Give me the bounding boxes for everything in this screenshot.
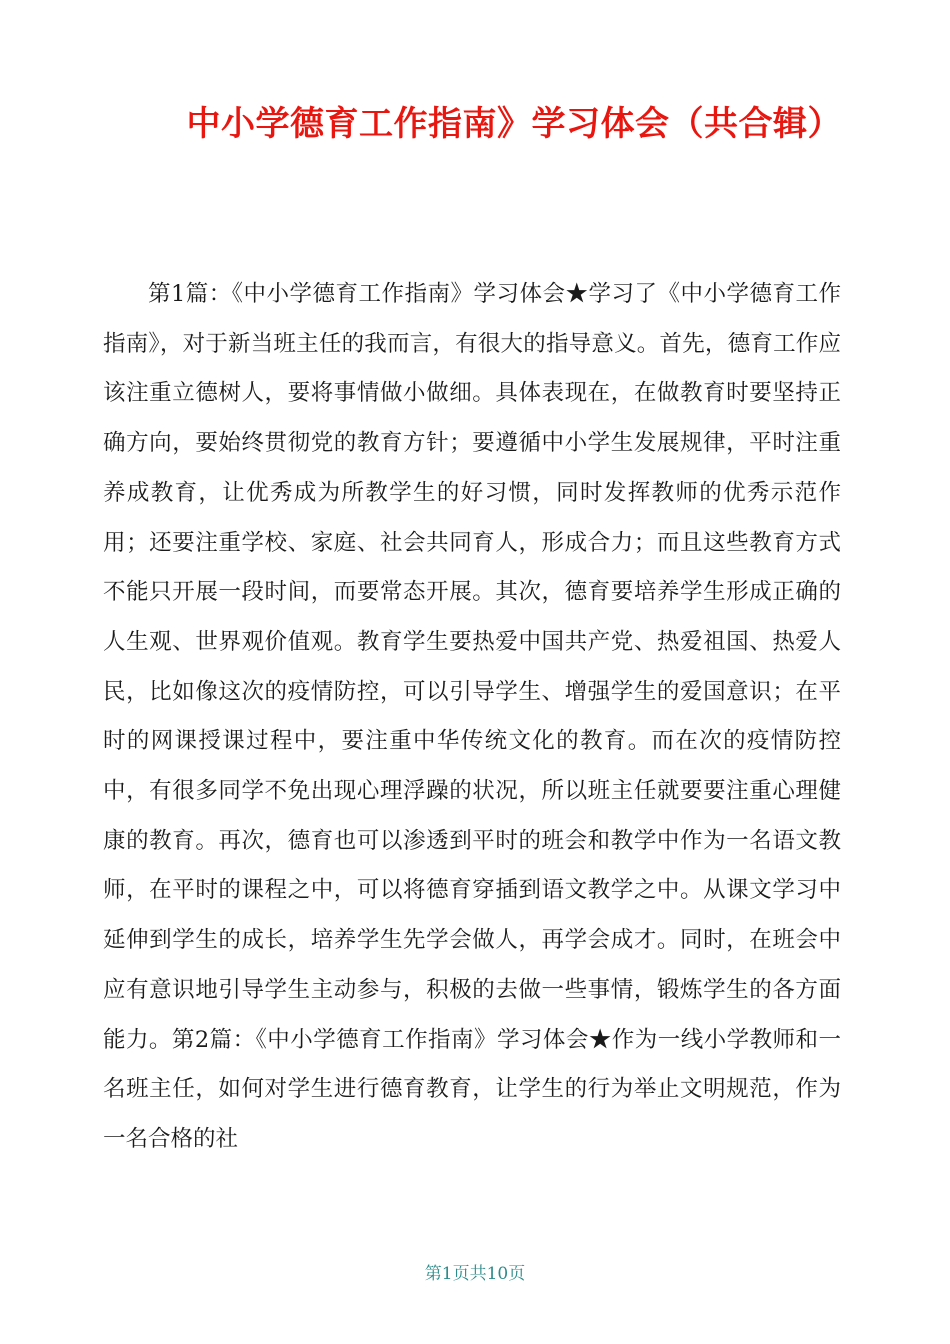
document-body-paragraph: 第1篇：《中小学德育工作指南》学习体会★学习了《中小学德育工作指南》，对于新当班主任的我而言，有很大的指导意义。首先，德育工作应该注重立德树人，要将事情做小做细。具体表现在，在做教育时要坚持正确方向，要始终贯彻党的教育方针；要遵循中小学生发展规律，平时注重养成教育，让优秀成为所教学生的好习惯，同时发挥教师的优秀示范作用；还要注重学校、家庭、社会共同育人，形成合力；而且这些教育方式不能只开展一段时间，而要常态开展。其次，德育要培养学生形成正确的人生观、世界观价值观。教育学生要热爱中国共产党、热爱祖国、热爱人民，比如像这次的疫情防控，可以引导学生、增强学生的爱国意识；在平时的网课授课过程中，要注重中华传统文化的教育。而在次的疫情防控中，有很多同学不免出现心理浮躁的状况，所以班主任就要要注重心理健康的教育。再次，德育也可以渗透到平时的班会和教学中作为一名语文教师，在平时的课程之中，可以将德育穿插到语文教学之中。从课文学习中延伸到学生的成长，培养学生先学会做人，再学会成才。同时，在班会中应有意识地引导学生主动参与，积极的去做一些事情，锻炼学生的各方面能力。第2篇：《中小学德育工作指南》学习体会★作为一线小学教师和一名班主任，如何对学生进行德育教育，让学生的行为举止文明规范，作为一名合格的社 xyxy=(103,281,841,1152)
page-number-footer: 第1页共10页 xyxy=(424,1264,526,1284)
document-title: 中小学德育工作指南》学习体会（共合辑） xyxy=(186,104,842,144)
